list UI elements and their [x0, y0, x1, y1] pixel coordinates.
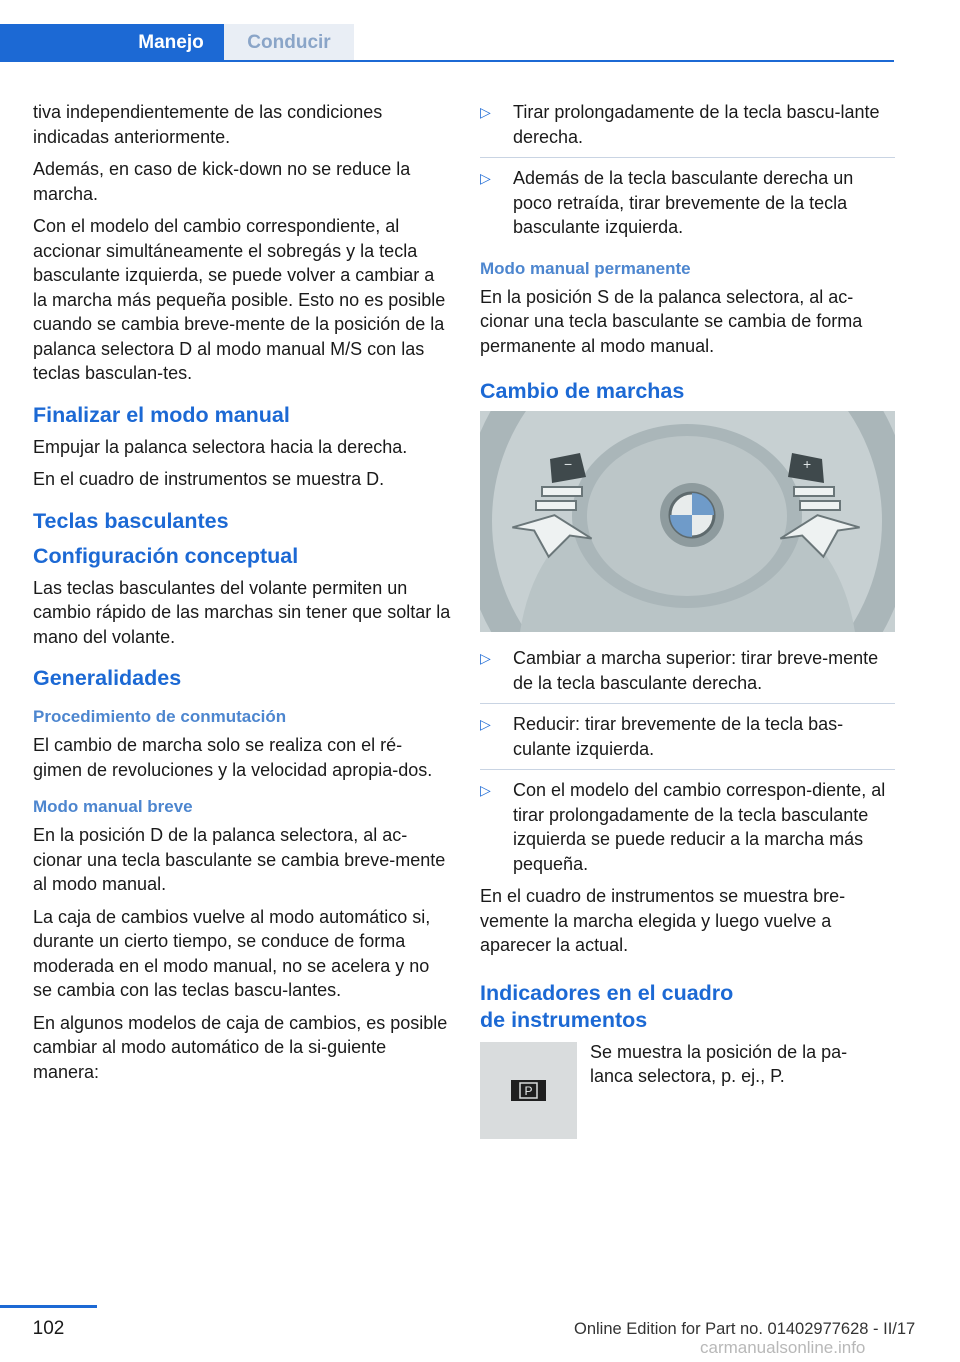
heading-procedimiento-conmutacion: Procedimiento de conmutación — [33, 707, 287, 726]
tab-conducir[interactable]: Conducir — [224, 24, 354, 61]
header-accent-bar — [0, 24, 118, 61]
list-item — [480, 778, 895, 876]
steering-wheel-illustration — [480, 411, 895, 632]
page-number: 102 — [32, 1318, 65, 1339]
paragraph: En la posición S de la palanca selectora, al ac‐cionar una tecla basculante se cambia de forma permanente al modo manual. — [480, 286, 863, 356]
list-item-text: Además de la tecla basculante derecha un poco retraída, tirar brevemente de la tecla basculante izquierda. — [513, 168, 854, 237]
list-item-text: Reducir: tirar brevemente de la tecla bas‐culante izquierda. — [513, 714, 844, 759]
heading-teclas-basculantes: Teclas basculantes — [33, 508, 229, 533]
paragraph: Con el modelo del cambio correspondiente, al accionar simultáneamente el sobregás y la tecla basculante izquierda, se puede volver a cambiar a la marcha más pequeña posible. Esto no es posible cuando se cambia breve‐mente de la posición de la palanca selectora D al modo manual M/S con las teclas basculan‐tes. — [33, 216, 446, 383]
paddle-minus-label: − — [564, 456, 573, 472]
right-column — [480, 100, 895, 1140]
indicator-letter: P — [524, 1083, 533, 1098]
heading-configuracion-conceptual: Configuración conceptual — [33, 543, 299, 568]
watermark: carmanualsonline.info — [700, 1338, 866, 1357]
paragraph: El cambio de marcha solo se realiza con el ré‐gimen de revoluciones y la velocidad apropia‐dos. — [33, 735, 433, 780]
paragraph: En el cuadro de instrumentos se muestra D. — [33, 469, 385, 489]
paragraph: tiva independientemente de las condiciones indicadas anteriormente. — [33, 102, 383, 147]
tab-manejo[interactable]: Manejo — [118, 24, 224, 61]
paragraph: Empujar la palanca selectora hacia la derecha. — [33, 436, 408, 457]
indicator-row — [480, 1040, 895, 1140]
paragraph: En la posición D de la palanca selectora, al ac‐cionar una tecla basculante se cambia breve‐mente al modo manual. — [33, 825, 446, 894]
list-item — [480, 100, 895, 149]
heading-indicadores-line2: de instrumentos — [480, 1007, 648, 1032]
heading-cambio-de-marchas: Cambio de marchas — [480, 379, 685, 403]
paddle-plus-label: + — [803, 456, 812, 472]
edition-info: Online Edition for Part no. 01402977628 - II/17 — [574, 1320, 916, 1338]
heading-modo-manual-breve: Modo manual breve — [33, 797, 193, 816]
list-item — [480, 712, 895, 761]
heading-indicadores-line1: Indicadores en el cuadro — [480, 980, 734, 1005]
list-item-text: Con el modelo del cambio correspon‐diente, al tirar prolongadamente de la tecla basculante izquierda se puede reducir a la marcha más pequeña. — [513, 780, 886, 874]
paragraph: Se muestra la posición de la pa‐lanca selectora, p. ej., P. — [590, 1041, 848, 1086]
triangle-bullet-icon: ▷ — [480, 104, 491, 120]
paragraph: En algunos modelos de caja de cambios, es posible cambiar al modo automático de la si‐guiente manera: — [33, 1012, 448, 1082]
list-item-text: Cambiar a marcha superior: tirar breve‐mente de la tecla basculante derecha. — [513, 648, 879, 693]
paragraph: Las teclas basculantes del volante permiten un cambio rápido de las marchas sin tener que soltar la mano del volante. — [33, 577, 451, 647]
list-item — [480, 166, 895, 240]
heading-modo-manual-permanente: Modo manual permanente — [480, 258, 691, 278]
paragraph: Además, en caso de kick-down no se reduce la marcha. — [33, 159, 411, 204]
paragraph: En el cuadro de instrumentos se muestra bre‐vemente la marcha elegida y luego vuelve a aparecer la actual. — [480, 886, 846, 955]
bullet-list-gear-change — [480, 646, 895, 876]
left-column — [33, 100, 451, 1092]
selector-position-indicator-image — [480, 1042, 577, 1139]
heading-generalidades: Generalidades — [33, 666, 182, 690]
footer-rule — [0, 1305, 97, 1308]
bullet-list-automatic — [480, 100, 895, 240]
triangle-bullet-icon: ▷ — [480, 782, 491, 798]
triangle-bullet-icon: ▷ — [480, 716, 491, 732]
list-item — [480, 646, 895, 695]
heading-finalizar-modo-manual: Finalizar el modo manual — [33, 402, 290, 427]
paragraph: La caja de cambios vuelve al modo automático si, durante un cierto tiempo, se conduce de forma moderada en el modo manual, no se acelera y no se cambia con las teclas bascu‐lantes. — [33, 906, 431, 1000]
list-item-text: Tirar prolongadamente de la tecla bascu‐lante derecha. — [513, 102, 880, 147]
triangle-bullet-icon: ▷ — [480, 650, 491, 666]
header-rule — [0, 60, 894, 62]
triangle-bullet-icon: ▷ — [480, 170, 491, 186]
